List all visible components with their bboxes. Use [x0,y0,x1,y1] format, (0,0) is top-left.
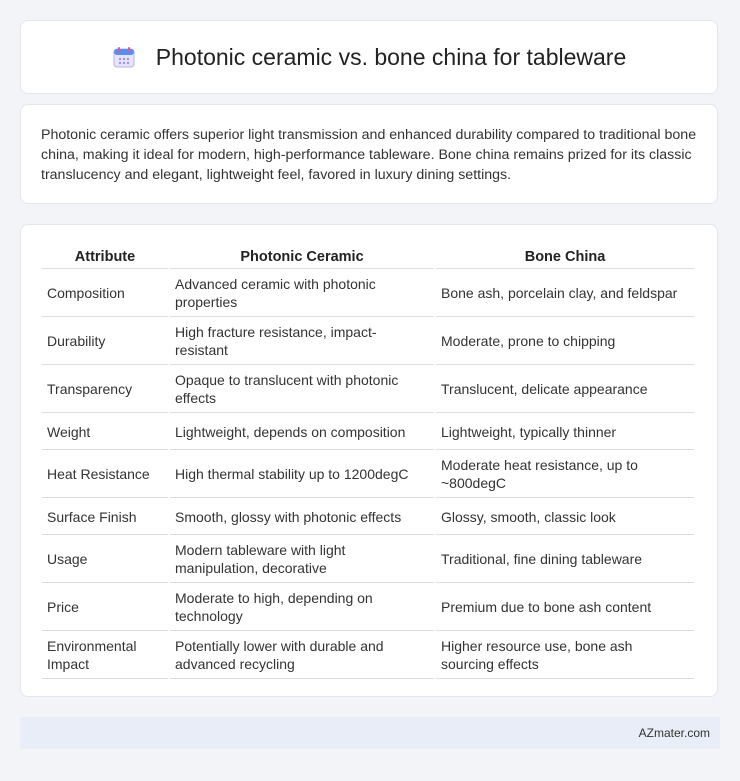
row-photonic: Potentially lower with durable and advanced recycling [170,631,434,679]
row-photonic: Moderate to high, depending on technology [170,583,434,631]
row-bone-china: Moderate heat resistance, up to ~800degC [436,450,694,498]
row-attribute: Weight [42,413,168,450]
table-row [42,631,694,679]
table-row [42,269,694,317]
header-bone-china: Bone China [436,245,694,269]
row-attribute: Environmental Impact [42,631,168,679]
row-bone-china: Bone ash, porcelain clay, and feldspar [436,269,694,317]
page-title: Photonic ceramic vs. bone china for tableware [155,43,627,70]
row-attribute: Heat Resistance [42,450,168,498]
row-photonic: Advanced ceramic with photonic properties [170,269,434,317]
row-photonic: Smooth, glossy with photonic effects [170,498,434,535]
table-row [42,450,694,498]
row-attribute: Composition [42,269,168,317]
row-attribute: Surface Finish [42,498,168,535]
table-header-row [42,245,694,269]
table-row [42,498,694,535]
header-attribute: Attribute [42,245,168,269]
row-photonic: High thermal stability up to 1200degC [170,450,434,498]
table-row [42,317,694,365]
intro-text: Photonic ceramic offers superior light transmission and enhanced durability compared to traditional bone china, making it ideal for modern, high-performance tableware. Bone china remains prized for its classic translucency and elegant, lightweight feel, favored in luxury dining settings. [41,127,697,183]
table-row [42,583,694,631]
row-bone-china: Glossy, smooth, classic look [436,498,694,535]
row-bone-china: Higher resource use, bone ash sourcing effects [436,631,694,679]
row-photonic: Lightweight, depends on composition [170,413,434,450]
row-photonic: Opaque to translucent with photonic effects [170,365,434,413]
footer-brand: AZmater.com [638,726,710,740]
row-photonic: Modern tableware with light manipulation, decorative [170,535,434,583]
calendar-icon [112,45,136,69]
table-row [42,535,694,583]
row-attribute: Usage [42,535,168,583]
intro-card [20,104,718,204]
header-photonic-ceramic: Photonic Ceramic [170,245,434,269]
comparison-table-card [20,224,718,697]
row-attribute: Price [42,583,168,631]
row-bone-china: Premium due to bone ash content [436,583,694,631]
row-bone-china: Lightweight, typically thinner [436,413,694,450]
table-row [42,413,694,450]
table-row [42,365,694,413]
footer [20,717,720,749]
row-bone-china: Moderate, prone to chipping [436,317,694,365]
row-attribute: Transparency [42,365,168,413]
row-photonic: High fracture resistance, impact-resistant [170,317,434,365]
row-bone-china: Translucent, delicate appearance [436,365,694,413]
comparison-table [40,245,696,679]
row-bone-china: Traditional, fine dining tableware [436,535,694,583]
row-attribute: Durability [42,317,168,365]
title-card [20,20,718,94]
